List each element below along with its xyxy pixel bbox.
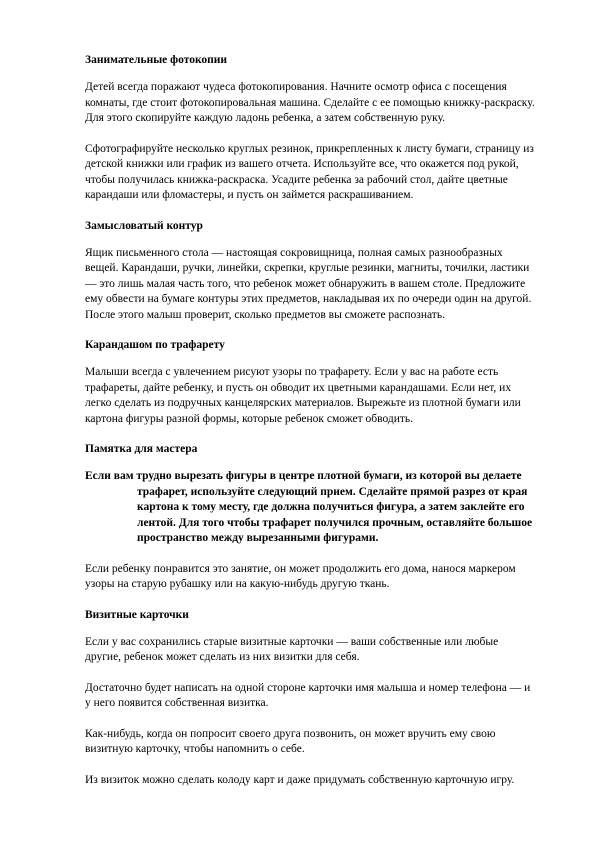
section-heading: Памятка для мастера [85, 443, 198, 455]
section-master-note [85, 442, 535, 593]
section-stencil [85, 338, 535, 427]
section-heading: Визитные карточки [85, 608, 189, 621]
paragraph: Детей всегда поражают чудеса фотокопирования. Начните осмотр офиса с посещения комнаты, где стоит фотокопировальная машина. Сделайте с ее помощью книжку-раскраску. Для этого скопируйте каждую ладонь ребенка, а затем собственную руку. [85, 81, 535, 124]
paragraph: Ящик письменного стола — настоящая сокровищница, полная самых разнообразных вещей. Карандаши, ручки, линейки, скрепки, круглые резинки, магниты, точилки, ластики — это лишь малая часть того, что ребенок может обнаружить в вашем столе. Предложите ему обвести на бумаге контуры этих предметов, накладывая их по очереди один на другой. После этого малыш проверит, сколько предметов вы сможете распознать. [85, 246, 532, 321]
paragraph: Из визиток можно сделать колоду карт и даже придумать собственную карточную игру. [85, 773, 515, 786]
section-heading: Занимательные фотокопии [85, 54, 228, 66]
master-note-paragraph: Если вам трудно вырезать фигуры в центре плотной бумаги, из которой вы делаете трафарет, используйте следующий прием. Сделайте прямой разрез от края картона к тому месту, где должна получиться фигура, а затем заклейте его лентой. Для того чтобы трафарет получился прочным, оставляйте большое пространство между вырезанными фигурами. [85, 470, 533, 544]
paragraph: Достаточно будет написать на одной стороне карточки имя малыша и номер телефона — и у него появится собственная визитка. [85, 681, 531, 709]
section-heading: Замысловатый контур [85, 219, 203, 232]
paragraph: Малыши всегда с увлечением рисуют узоры по трафарету. Если у вас на работе есть трафареты, дайте ребенку, и пусть он обводит их цветными карандашами. Если нет, их легко сделать из подручных канцелярских материалов. Вырежьте из плотной бумаги или картона фигуры разной формы, которые ребенок сможет обводить. [85, 366, 521, 425]
section-business-cards [85, 608, 535, 789]
paragraph: Сфотографируйте несколько круглых резинок, прикрепленных к листу бумаги, страницу из детской книжки или график из вашего отчета. Используйте все, что окажется под рукой, чтобы получилась книжка-раскраска. Усадите ребенка за рабочий стол, дайте цветные карандаши или фломастеры, и пусть он займется раскрашиванием. [85, 142, 534, 201]
section-photocopies [85, 53, 535, 204]
paragraph: Если у вас сохранились старые визитные карточки — ваши собственные или любые другие, ребенок может сделать из них визитки для себя. [85, 635, 499, 663]
section-contour [85, 219, 535, 324]
section-heading: Карандашом по трафарету [85, 339, 225, 351]
paragraph: Если ребенку понравится это занятие, он может продолжить его дома, нанося маркером узоры на старую рубашку или на какую-нибудь другую ткань. [85, 562, 516, 590]
paragraph: Как-нибудь, когда он попросит своего друга позвонить, он может вручить ему свою визитную карточку, чтобы напомнить о себе. [85, 727, 496, 755]
